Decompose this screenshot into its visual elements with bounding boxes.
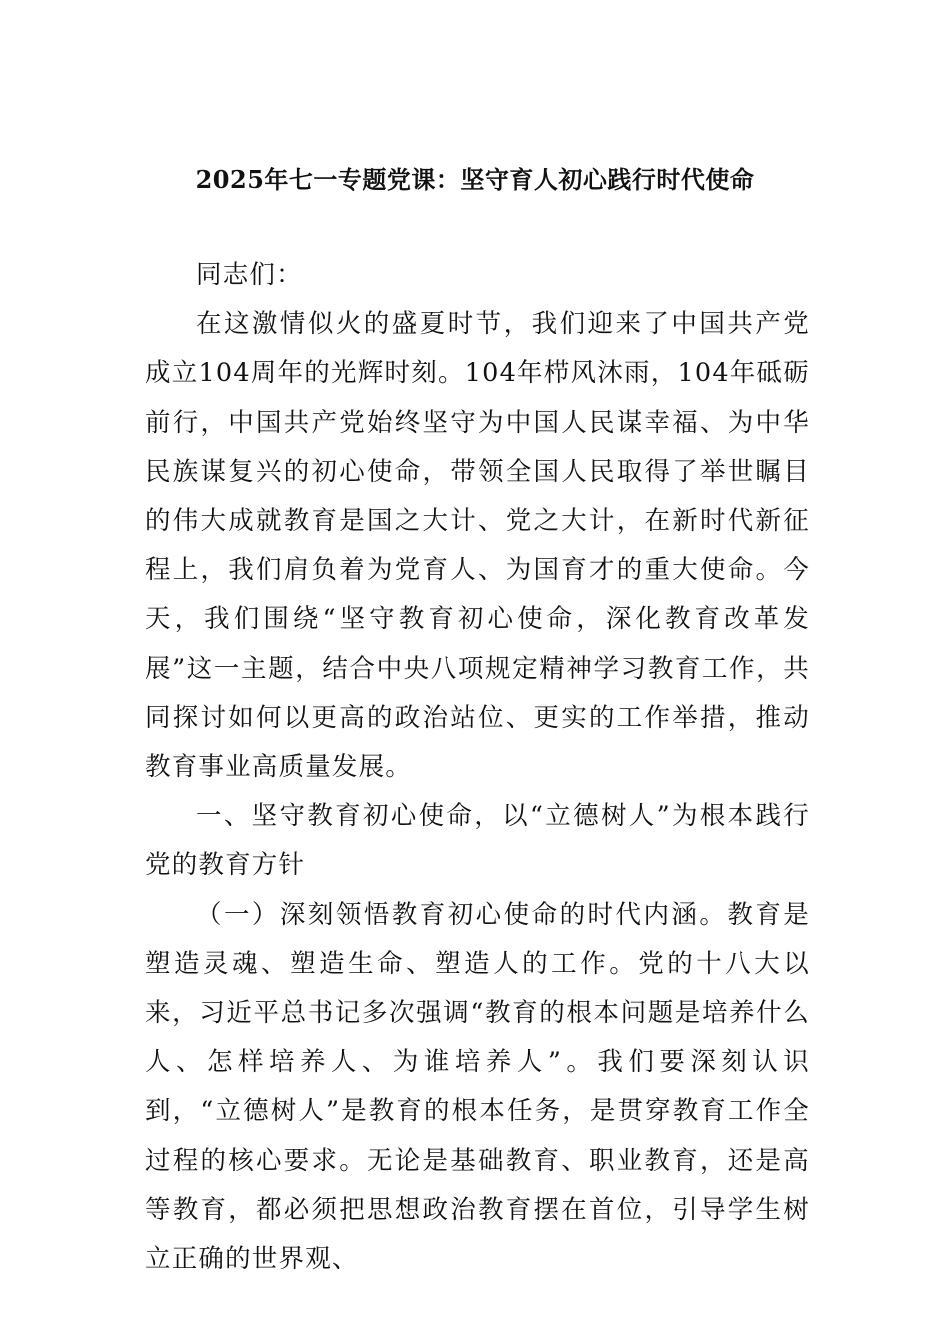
salutation-paragraph: 同志们： xyxy=(196,260,303,290)
intro-paragraph: 在这激情似火的盛夏时节，我们迎来了中国共产党成立104周年的光辉时刻。104年栉风沐雨，104年砥砺前行，中国共产党始终坚守为中国人民谋幸福、为中华民族谋复兴的初心使命，带领全国人民取得了举世瞩目的伟大成就教育是国之大计、党之大计，在新时代新征程上，我们肩负着为党育人、为国育才的重大使命。今天，我们围绕“坚守教育初心使命，深化教育改革发展”这一主题，结合中央八项规定精神学习教育工作，共同探讨如何以更高的政治站位、更实的工作举措，推动教育事业高质量发展。 xyxy=(145,309,810,783)
document-body xyxy=(145,251,810,1284)
section-heading-1: 一、坚守教育初心使命，以“立德树人”为根本践行党的教育方针 xyxy=(145,801,810,881)
subsection-paragraph-1: （一）深刻领悟教育初心使命的时代内涵。教育是塑造灵魂、塑造生命、塑造人的工作。党的十八大以来，习近平总书记多次强调“教育的根本问题是培养什么人、怎样培养人、为谁培养人”。我们要深刻认识到，“立德树人”是教育的根本任务，是贯穿教育工作全过程的核心要求。无论是基础教育、职业教育，还是高等教育，都必须把思想政治教育摆在首位，引导学生树立正确的世界观、 xyxy=(145,899,810,1275)
document-title: 2025年七一专题党课：坚守育人初心践行时代使命 xyxy=(195,165,755,194)
